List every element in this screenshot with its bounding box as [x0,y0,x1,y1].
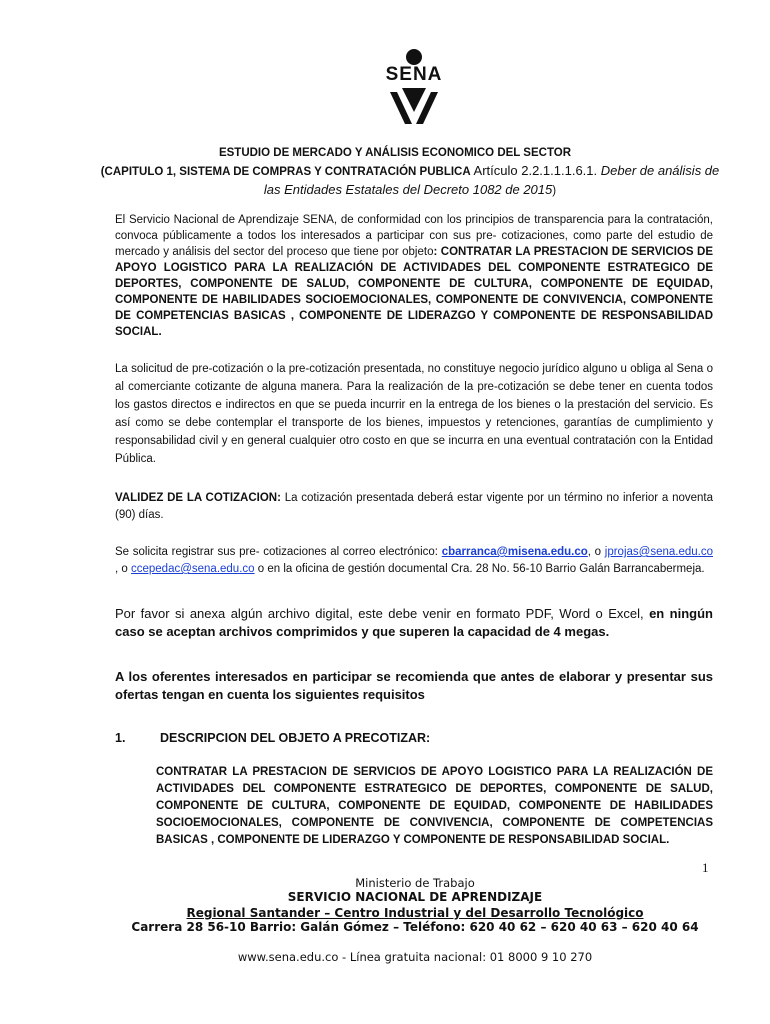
footer-ministry: Ministerio de Trabajo [355,876,475,890]
footer-region: Regional Santander – Centro Industrial y del Desarrollo Tecnológico [186,906,644,920]
disclaimer-paragraph: La solicitud de pre-cotización o la pre-cotización presentada, no constituye negocio jurídico alguno u obliga al Sena o al comerciante cotizante de alguna manera. Para la realización de la pre-cotización se debe tener en cuenta todos los gastos directos e indirectos en que se pueda incurrir en la entrega de los bienes o la prestación del servicio. Es así como se debe contemplar el transporte de los bienes, impuestos y retenciones, garantías de cumplimiento y responsabilidad civil y en general cualquier otro costo en que se incurra en una eventual contratación con la Entidad Pública. [115,363,713,465]
subtitle-italic: Deber de análisis de las Entidades Estatales del Decreto 1082 de 2015 [263,163,720,197]
footer-address: Carrera 28 56-10 Barrio: Galán Gómez – Teléfono: 620 40 62 – 620 40 63 – 620 40 64 [131,920,699,934]
subtitle-bold: (CAPITULO 1, SISTEMA DE COMPRAS Y CONTRATACIÓN PUBLICA [100,166,471,178]
subtitle-article: Artículo 2.2.1.1.1.6.1. [470,163,598,178]
contact-sep2: , o [115,563,131,575]
email-link-jprojas[interactable]: jprojas@sena.edu.co [604,546,713,558]
email-link-ccepedac[interactable]: ccepedac@sena.edu.co [130,563,255,575]
validity-text: La cotización presentada deberá estar vigente por un término no inferior a noventa (90) días. [115,492,713,521]
subtitle-close: ) [552,185,557,197]
attachment-text: Por favor si anexa algún archivo digital, este debe venir en formato PDF, Word o Excel, [115,606,650,621]
sena-logo [372,48,456,126]
recommendation-paragraph: A los oferentes interesados en participar se recomienda que antes de elaborar y presentar sus ofertas tengan en cuenta los siguientes requisitos [115,669,713,702]
section-body: CONTRATAR LA PRESTACION DE SERVICIOS DE APOYO LOGISTICO PARA LA REALIZACIÓN DE ACTIVIDADES DEL COMPONENTE ESTRATEGICO DE DEPORTES, COMPONENTE DE SALUD, COMPONENTE DE CULTURA, COMPONENTE DE EQUIDAD, COMPONENTE DE HABILIDADES SOCIOEMOCIONALES, COMPONENTE DE CONVIVENCIA, COMPONENTE DE COMPETENCIAS BASICAS , COMPONENTE DE LIDERAZGO Y COMPONENTE DE RESPONSABILIDAD SOCIAL. [156,766,713,846]
attachment-bold: en ningún caso se aceptan archivos comprimidos y que superen la capacidad de 4 megas. [115,606,713,639]
section-number: 1. [115,731,126,745]
sena-logo-icon [372,48,456,126]
section-title: DESCRIPCION DEL OBJETO A PRECOTIZAR: [160,731,431,745]
logo-wordmark: SENA [385,64,443,85]
email-link-cbarranca[interactable]: cbarranca@misena.edu.co [441,546,588,558]
contact-paragraph [115,544,713,578]
contact-sep1: , o [587,546,605,558]
footer-web: www.sena.edu.co - Línea gratuita nacional: 01 8000 9 10 270 [237,950,593,964]
contact-text: Se solicita registrar sus pre- cotizaciones al correo electrónico: [115,546,442,558]
validity-label: VALIDEZ DE LA COTIZACION: [115,492,281,504]
validity-paragraph [115,490,713,524]
intro-paragraph [115,212,713,340]
attachment-paragraph [115,605,713,641]
document-subtitle [100,162,720,200]
document-title: ESTUDIO DE MERCADO Y ANÁLISIS ECONOMICO DEL SECTOR [218,147,572,159]
footer-org: SERVICIO NACIONAL DE APRENDIZAJE [287,890,543,904]
intro-object: : CONTRATAR LA PRESTACION DE SERVICIOS DE APOYO LOGISTICO PARA LA REALIZACIÓN DE ACTIVIDADES DEL COMPONENTE ESTRATEGICO DE DEPORTES, COMPONENTE DE SALUD, COMPONENTE DE CULTURA, COMPONENTE DE EQUIDAD, COMPONENTE DE HABILIDADES SOCIOEMOCIONALES, COMPONENTE DE CONVIVENCIA, COMPONENTE DE COMPETENCIAS BASICAS , COMPONENTE DE LIDERAZGO Y COMPONENTE DE RESPONSABILIDAD SOCIAL. [115,246,713,338]
contact-after: o en la oficina de gestión documental Cra. 28 No. 56-10 Barrio Galán Barrancabermeja. [254,563,705,575]
intro-text: El Servicio Nacional de Aprendizaje SENA, de conformidad con los principios de transparencia para la contratación, convoca públicamente a todos los interesados a participar con sus pre- cotizaciones, como parte del estudio de mercado y análisis del sector del proceso que tiene por objeto [115,214,713,258]
page-number: 1 [702,860,709,875]
